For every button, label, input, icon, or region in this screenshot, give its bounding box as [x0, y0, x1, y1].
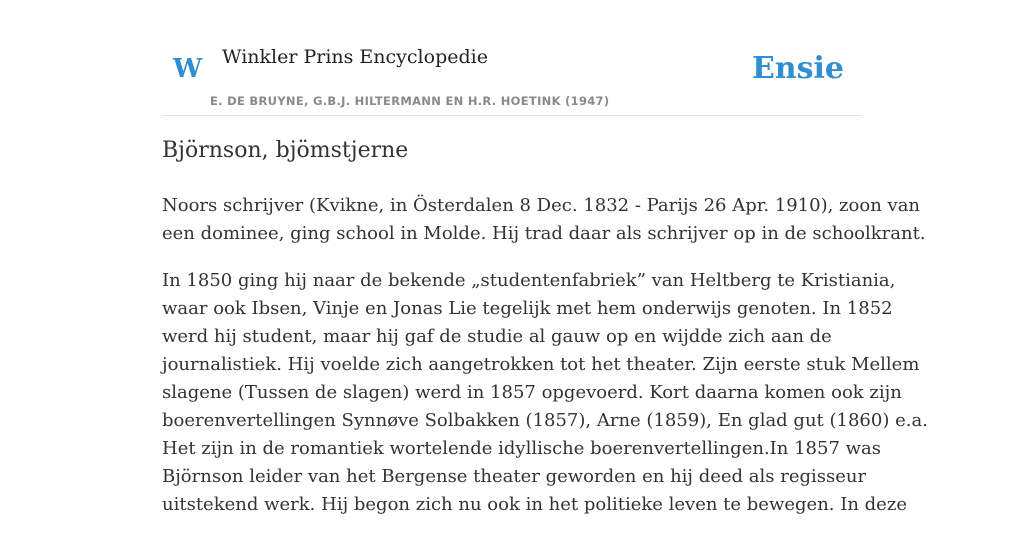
text-line: werd hij student, maar hij gaf de studie al gauw op en wijdde zich aan de [162, 326, 832, 347]
article-body [162, 192, 928, 538]
text-line: uitstekend werk. Hij begon zich nu ook in het politieke leven te bewegen. In deze [162, 494, 907, 515]
text-line: boerenvertellingen Synnøve Solbakken (1857), Arne (1859), En glad gut (1860) e.a. [162, 410, 928, 431]
text-line: journalistiek. Hij voelde zich aangetrokken tot het theater. Zijn eerste stuk Mellem [162, 354, 920, 375]
text-line: waar ook Ibsen, Vinje en Jonas Lie tegelijk met hem onderwijs genoten. In 1852 [162, 298, 893, 319]
authors-line: E. DE BRUYNE, G.B.J. HILTERMANN EN H.R. HOETINK (1947) [210, 94, 610, 108]
text-line: Het zijn in de romantiek wortelende idyllische boerenvertellingen.In 1857 was [162, 438, 882, 459]
winkler-prins-logo[interactable]: W [173, 54, 203, 84]
text-line: slagene (Tussen de slagen) werd in 1857 opgevoerd. Kort daarna komen ook zijn [162, 382, 902, 403]
paragraph-2 [162, 267, 928, 519]
text-line: Björnson leider van het Bergense theater geworden en hij deed als regisseur [162, 466, 867, 487]
encyclopedia-title[interactable]: Winkler Prins Encyclopedie [222, 46, 488, 68]
text-line: In 1850 ging hij naar de bekende „studentenfabriek” van Heltberg te Kristiania, [162, 270, 896, 291]
text-line: Noors schrijver (Kvikne, in Österdalen 8 Dec. 1832 - Parijs 26 Apr. 1910), zoon van [162, 195, 921, 216]
paragraph-1 [162, 192, 926, 248]
site-header [162, 40, 862, 116]
article-title: Björnson, bjömstjerne [162, 138, 409, 163]
ensie-logo[interactable]: Ensie [751, 51, 844, 86]
text-line: een dominee, ging school in Molde. Hij trad daar als schrijver op in de schoolkrant. [162, 223, 926, 244]
